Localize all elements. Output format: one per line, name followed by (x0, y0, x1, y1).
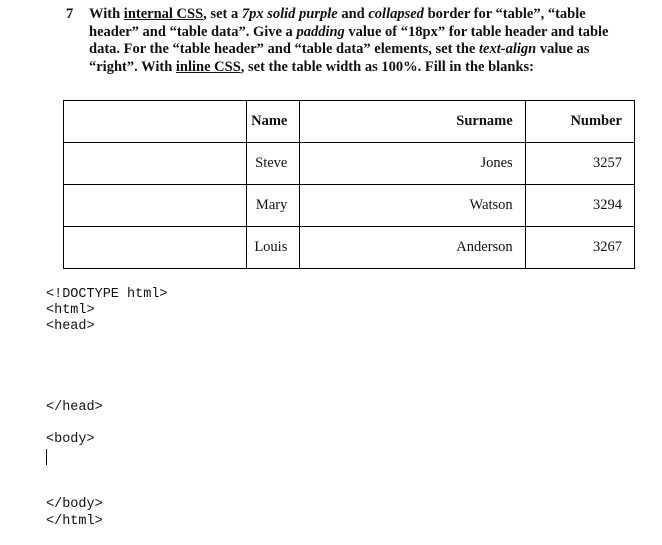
question-text-part: , set the table width as 100%. Fill in the blanks: (240, 58, 535, 75)
table-row (64, 185, 635, 227)
table-header-cell: Name (247, 101, 300, 143)
question-text-part: collapsed (368, 6, 424, 22)
question-text-part: , set a (203, 6, 242, 22)
question-text (89, 6, 626, 76)
code-head-open: <head> (46, 319, 95, 334)
table-cell: Mary (247, 185, 300, 227)
code-head-close: </head> (46, 400, 103, 415)
table-cell: 3294 (525, 185, 634, 227)
question-text-part: inline CSS (175, 58, 241, 75)
table-cell: Watson (300, 185, 525, 227)
table-cell: Louis (247, 227, 300, 269)
table-header-cell (64, 101, 247, 143)
question-text-part: With (89, 6, 124, 22)
code-body-close: </body> (46, 497, 103, 512)
table-cell: Steve (247, 143, 300, 185)
code-html-open: <html> (46, 303, 95, 318)
table-row (64, 143, 635, 185)
table-cell: Anderson (300, 227, 525, 269)
table-header-cell: Number (525, 101, 634, 143)
table-cell (64, 143, 247, 185)
question-text-part: value of “18px” for table header and table data. For the “table header” and “table data” elements, set the (89, 23, 609, 57)
example-table (63, 100, 635, 269)
question-text-part: and (337, 6, 369, 22)
table-cell (64, 227, 247, 269)
question-text-part: padding (296, 23, 345, 40)
question-text-part: 7px solid purple (241, 6, 338, 22)
code-body-open: <body> (46, 432, 95, 447)
table-cell: 3267 (525, 227, 634, 269)
question-text-part: text-align (479, 41, 537, 57)
table-header-cell: Surname (300, 101, 525, 143)
question-text-part: value as “right”. With (89, 41, 590, 75)
question-text-part: internal CSS (123, 6, 204, 22)
question-block (66, 6, 626, 76)
table-cell: Jones (300, 143, 525, 185)
table-cell (64, 185, 247, 227)
table-row (64, 227, 635, 269)
text-cursor[interactable] (46, 449, 47, 465)
code-doctype: <!DOCTYPE html> (46, 287, 168, 302)
question-number: 7 (66, 6, 74, 22)
table-header-row (64, 101, 635, 143)
table-cell: 3257 (525, 143, 634, 185)
question-text-part: border for “table”, “table header” and “table data”. Give a (89, 6, 586, 40)
code-html-close: </html> (46, 514, 103, 529)
